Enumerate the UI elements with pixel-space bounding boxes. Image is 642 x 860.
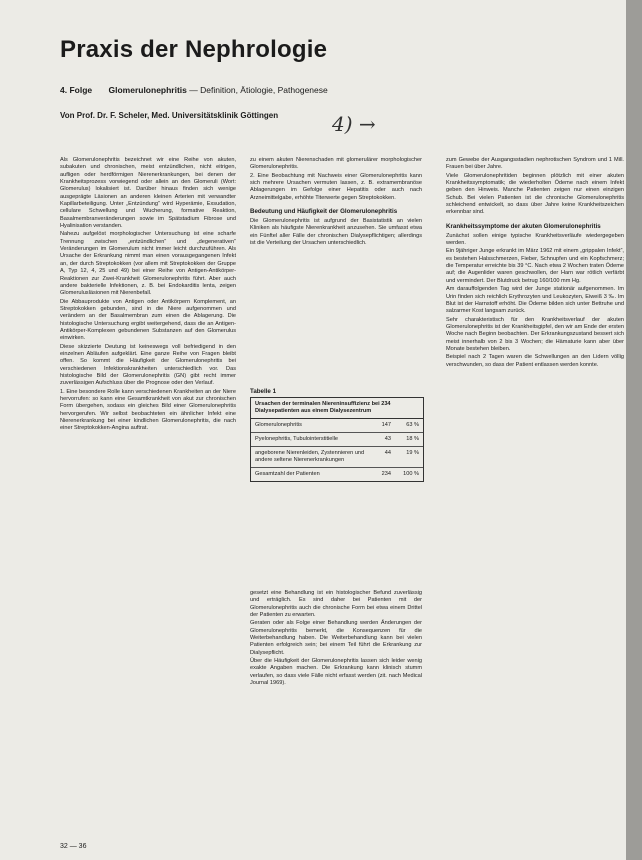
article-subtitle — [60, 85, 328, 95]
table-label: Tabelle 1 — [250, 388, 277, 395]
paragraph: Geraten oder als Folge einer Behandlung werden Änderungen der Glomerulonephritis bemerkt, die Konsequenzen für die Weiterbehandlung haben. Die Weiterbehandlung kann bei vielen Patienten erfolgreich sein; bei einem Teil führt die Erkrankung zur Dialysepflicht. — [250, 620, 422, 656]
column-2 — [250, 157, 422, 248]
table-row — [251, 468, 423, 481]
paragraph: 2. Eine Beobachtung mit Nachweis einer Glomerulonephritis kann sich mehrere Ursachen vermuten lassen, z. B. extramembranöse Ablagerungen im Gefolge einer Hepatitis oder auch nach Arzneimittelgabe, erhöhte Titerwerte gegen Streptokokken. — [250, 172, 422, 201]
paragraph: Die Abbauprodukte von Antigen oder Antikörpern Komplement, an Streptokokken gebunden, sind in die Niere aufgenommen und verändern an der Basalmembran zum einen die Ablagerung. Die histologische Untersuchung ergibt weitergehend, dass die an Antigen-Antikörper-Komplexen gebundenen Substanzen auf den Glomerulus einwirken. — [60, 298, 236, 342]
series-number: 4. Folge — [60, 85, 93, 95]
cell-label: Glomerulonephritis — [255, 422, 302, 428]
table-row — [251, 447, 423, 468]
paragraph: Ein 9jähriger Junge erkrankt im März 1962 mit einem „grippalen Infekt“, es bestehen Halsschmerzen, Fieber, Schnupfen und ein Kopfschmerz; die Temperatur erreichte bis 39 °C. Nach etwa 2 Wochen traten Ödeme auf; die Augenlider waren geschwollen, der Harn war rötlich verfärbt und vermindert. Der Blutdruck betrug 160/100 mm Hg. — [446, 248, 624, 284]
column-2-lower — [250, 590, 422, 688]
table-row — [251, 419, 423, 433]
cell-count: 44 — [384, 450, 391, 456]
paragraph: zu einem akuten Nierenschaden mit glomerulärer morphologischer Glomerulonephritis. — [250, 157, 422, 171]
paragraph: Am darauffolgenden Tag wird der Junge stationär aufgenommen. Im Urin finden sich reichlich Erythrozyten und Leukozyten, Eiweiß 3 ‰. Im Blut ist der Harnstoff erhöht. Die Ödeme bilden sich unter Bettruhe und salzarmer Kost langsam zurück. — [446, 286, 624, 315]
page-title: Praxis der Nephrologie — [60, 36, 328, 63]
cell-percent: 18 % — [406, 436, 419, 442]
paragraph: Diese skizzierte Deutung ist keineswegs voll befriedigend in den einzelnen Abläufen aufgeklärt. Eine ganze Reihe von Fragen bleibt offen. So kommt die Häufigkeit der Glomerulonephritis bei verschiedenen Infektionskrankheiten unterschiedlich vor. Das histologische Bild der Glomerulonephritis (GN) gibt recht immer zuverlässigen Aufschluss über die Prognose oder den Verlauf. — [60, 343, 236, 387]
paragraph: gesetzt eine Behandlung ist ein histologischer Befund zuverlässig und erträglich. Es sind daher bei Patienten mit der Glomerulonephritis auch die chronische Form bei etwa einem Drittel der Patienten zu erwarten. — [250, 590, 422, 619]
cell-count: 43 — [384, 436, 391, 442]
cell-percent: 100 % — [403, 471, 419, 477]
author-line: Von Prof. Dr. F. Scheler, Med. Universitätsklinik Göttingen — [60, 111, 279, 120]
paragraph: zum Gewebe der Ausgangsstadien nephrotischen Syndrom und 1 Mill. Frauen bei über Jahre. — [446, 157, 624, 171]
section-heading: Krankheitssymptome der akuten Glomerulonephritis — [446, 222, 601, 230]
paragraph: Nahezu aufgelöst morphologischer Untersuchung ist eine scharfe Trennung zwischen „entzündlichen“ und „degenerativen“ Veränderungen im Glomerulum nicht immer leicht durchzuführen. Als Ursache der Erkrankung nimmt man einen vorausgegangenen Infekt an, der durch Streptokokken (vor allem mit Streptokokken der Gruppe A, Typ 12, 4, 25 und 49) bei einer Reihe von Antigen-Antikörper-Reaktionen zur Zwei-Krankheit Glomerulonephritis führt. Aber auch andere bakterielle Infektionen, z. B. bei Endokarditis lenta, zeigen Glomerulusläsionen mit Nierenbefall. — [60, 231, 236, 297]
binding-edge — [626, 0, 642, 860]
data-table — [250, 397, 424, 482]
paragraph: Über die Häufigkeit der Glomerulonephritis lassen sich leider wenig exakte Angaben machen. Die Erkrankung kann klinisch stumm verlaufen, so dass viele Fälle nicht erfasst werden (zit. nach Medical Journal 1969). — [250, 658, 422, 687]
paragraph: Viele Glomerulonephritiden beginnen plötzlich mit einer akuten Krankheitssymptomatik; die wiederholten Ödeme nach einem Infekt geben den Hinweis. Manche Patienten zeigen nur einen einzigen Schub. Bei vielen Patienten ist die chronische Glomerulonephritis schleichend entwickelt, so dass über Jahre keine Krankheitszeichen erkennbar sind. — [446, 172, 624, 216]
paragraph: Beispiel nach 2 Tagen waren die Schwellungen an den Lidern völlig verschwunden, so dass der Patient entlassen werden konnte. — [446, 354, 624, 368]
paragraph: Sehr charakteristisch für den Krankheitsverlauf der akuten Glomerulonephritis ist der Krankheitsgipfel, den wir am Ende der ersten Woche nach Beginn beobachten. Der Erkrankungszustand bessert sich meist innerhalb von 2 bis 3 Wochen; die Hämaturie kann aber über Monate bestehen bleiben. — [446, 316, 624, 352]
page-number: 32 — 36 — [60, 843, 87, 850]
cell-percent: 19 % — [406, 450, 419, 456]
topic-heading: Glomerulonephritis — [108, 85, 187, 95]
paragraph: Als Glomerulonephritis bezeichnet wir eine Reihe von akuten, subakuten und chronischen, meist entzündlichen, nicht eitrigen, aufligen oder herdförmigen Nierenerkrankungen, bei denen der Krankheitsprozess vorwiegend oder allein an den Glomeruli (Wort: Glomerulus) lokalisiert ist. Darüber hinaus finden sich wenige ausgeprägte Läsionen an anderen kleinen Arterien mit verwandter Kapillarbeteiligung. Unter „Entzündung“ wird Hyperämie, Exsudation, cellulare Schwellung und Wucherung, formative Reaktion, Basalmembranveränderungen sowie im Spätstadium Fibrose und Hyalinisation verstanden. — [60, 157, 236, 230]
paragraph: 1. Eine besondere Rolle kann verschiedenen Krankheiten an der Niere hervorrufen: so kann eine Gesamtkrankheit von akut zur chronischen Form übergehen, sodass ein gleiches Bild einer Glomerulonephritis hervorgerufen. Wir selbst beobachteten ein ähnlicher Infekt eine Nierenerkrankung bei einer kindlichen Glomerulonephritis, die nach einer Streptokokken-Angina auftrat. — [60, 388, 236, 432]
cell-label: Pyelonephritis, Tubulointerstitielle — [255, 436, 339, 442]
table-title: Ursachen der terminalen Niereninsuffizienz bei 234 Dialysepatienten aus einem Dialysezentrum — [251, 398, 423, 419]
cell-label: angeborene Nierenleiden, Zystennieren und andere seltene Nierenerkrankungen — [255, 450, 365, 463]
column-3 — [446, 157, 624, 370]
paragraph: Zunächst sollen einige typische Krankheitsverläufe wiedergegeben werden. — [446, 232, 624, 247]
section-heading: Bedeutung und Häufigkeit der Glomerulonephritis — [250, 208, 398, 216]
column-1 — [60, 157, 236, 434]
table-row — [251, 433, 423, 447]
cell-label: Gesamtzahl der Patienten — [255, 471, 320, 477]
cell-count: 147 — [381, 422, 391, 428]
cell-count: 234 — [381, 471, 391, 477]
handwritten-annotation: 4) → — [332, 112, 376, 136]
cell-percent: 63 % — [406, 422, 419, 428]
paragraph: Die Glomerulonephritis ist aufgrund der Basistatistik an vielen Kliniken als häufigste Nierenkrankheit anzusehen. Sie umfasst etwa ein Fünftel aller Fälle der chronischen Dialysepflichtigen; allerdings ist die Verteilung der Ursachen unterschiedlich. — [250, 218, 422, 247]
topic-subheading: — Definition, Ätiologie, Pathogenese — [189, 85, 328, 95]
